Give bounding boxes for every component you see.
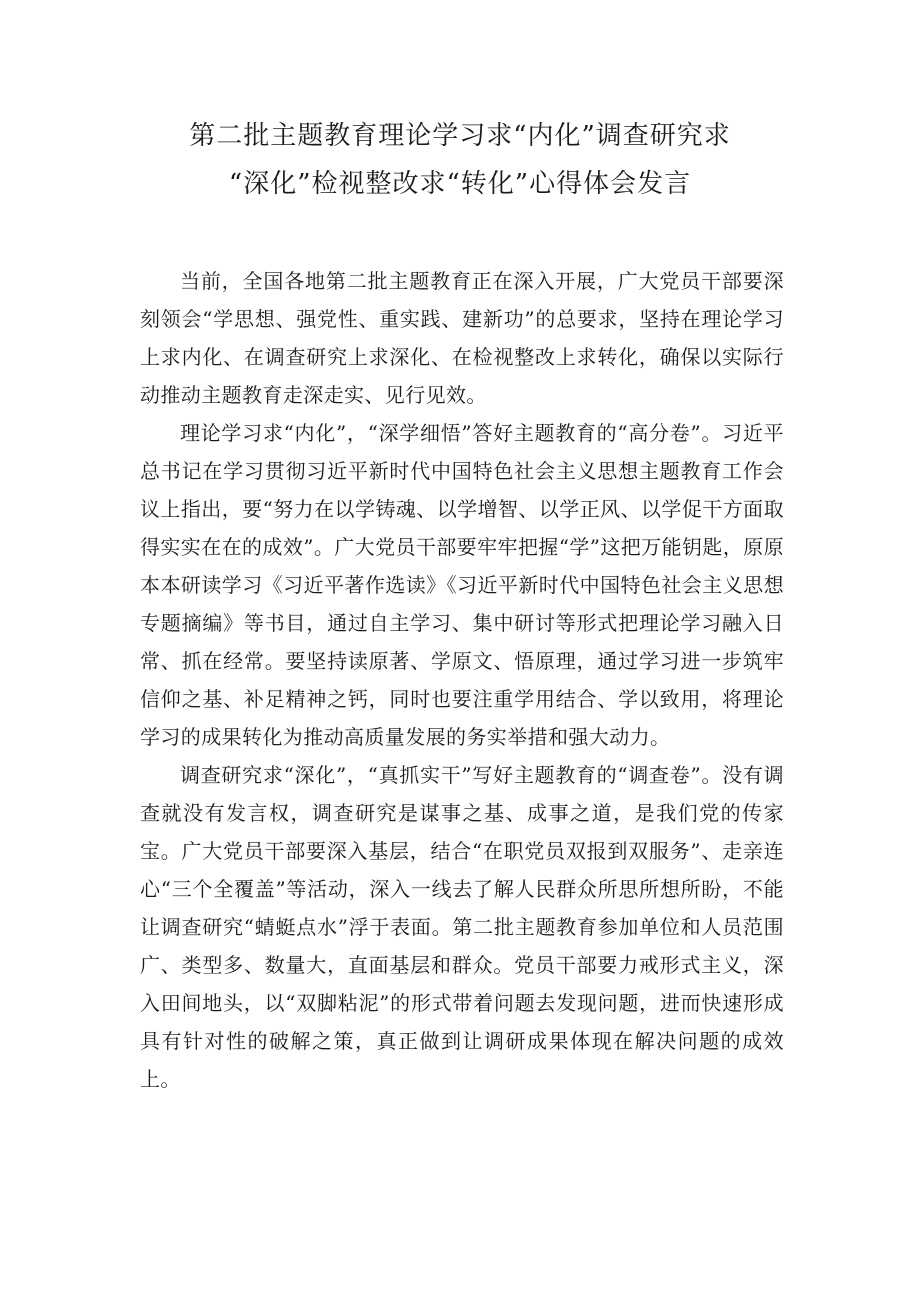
paragraph-intro: 当前，全国各地第二批主题教育正在深入开展，广大党员干部要深刻领会“学思想、强党性、重实践、建新功”的总要求，坚持在理论学习上求内化、在调查研究上求深化、在检视整改上求转化，确保以实际行动推动主题教育走深走实、见行见效。 bbox=[140, 269, 784, 407]
title-line-2: “深化”检视整改求“转化”心得体会发言 bbox=[228, 169, 692, 199]
title-line-1: 第二批主题教育理论学习求“内化”调查研究求 bbox=[189, 121, 731, 151]
document-title bbox=[100, 112, 820, 208]
document-body bbox=[140, 262, 784, 1098]
paragraph-investigation: 调查研究求“深化”，“真抓实干”写好主题教育的“调查卷”。没有调查就没有发言权，调查研究是谋事之基、成事之道，是我们党的传家宝。广大党员干部要深入基层，结合“在职党员双报到双服务”、走亲连心“三个全覆盖”等活动，深入一线去了解人民群众所思所想所盼，不能让调查研究“蜻蜓点水”浮于表面。第二批主题教育参加单位和人员范围广、类型多、数量大，直面基层和群众。党员干部要力戒形式主义，深入田间地头，以“双脚粘泥”的形式带着问题去发现问题，进而快速形成具有针对性的破解之策，真正做到让调研成果体现在解决问题的成效上。 bbox=[140, 763, 784, 1091]
paragraph-theory-study: 理论学习求“内化”，“深学细悟”答好主题教育的“高分卷”。习近平总书记在学习贯彻习近平新时代中国特色社会主义思想主题教育工作会议上指出，要“努力在以学铸魂、以学增智、以学正风、以学促干方面取得实实在在的成效”。广大党员干部要牢牢把握“学”这把万能钥匙，原原本本研读学习《习近平著作选读》《习近平新时代中国特色社会主义思想专题摘编》等书目，通过自主学习、集中研讨等形式把理论学习融入日常、抓在经常。要坚持读原著、学原文、悟原理，通过学习进一步筑牢信仰之基、补足精神之钙，同时也要注重学用结合、学以致用，将理论学习的成果转化为推动高质量发展的务实举措和强大动力。 bbox=[140, 421, 784, 749]
